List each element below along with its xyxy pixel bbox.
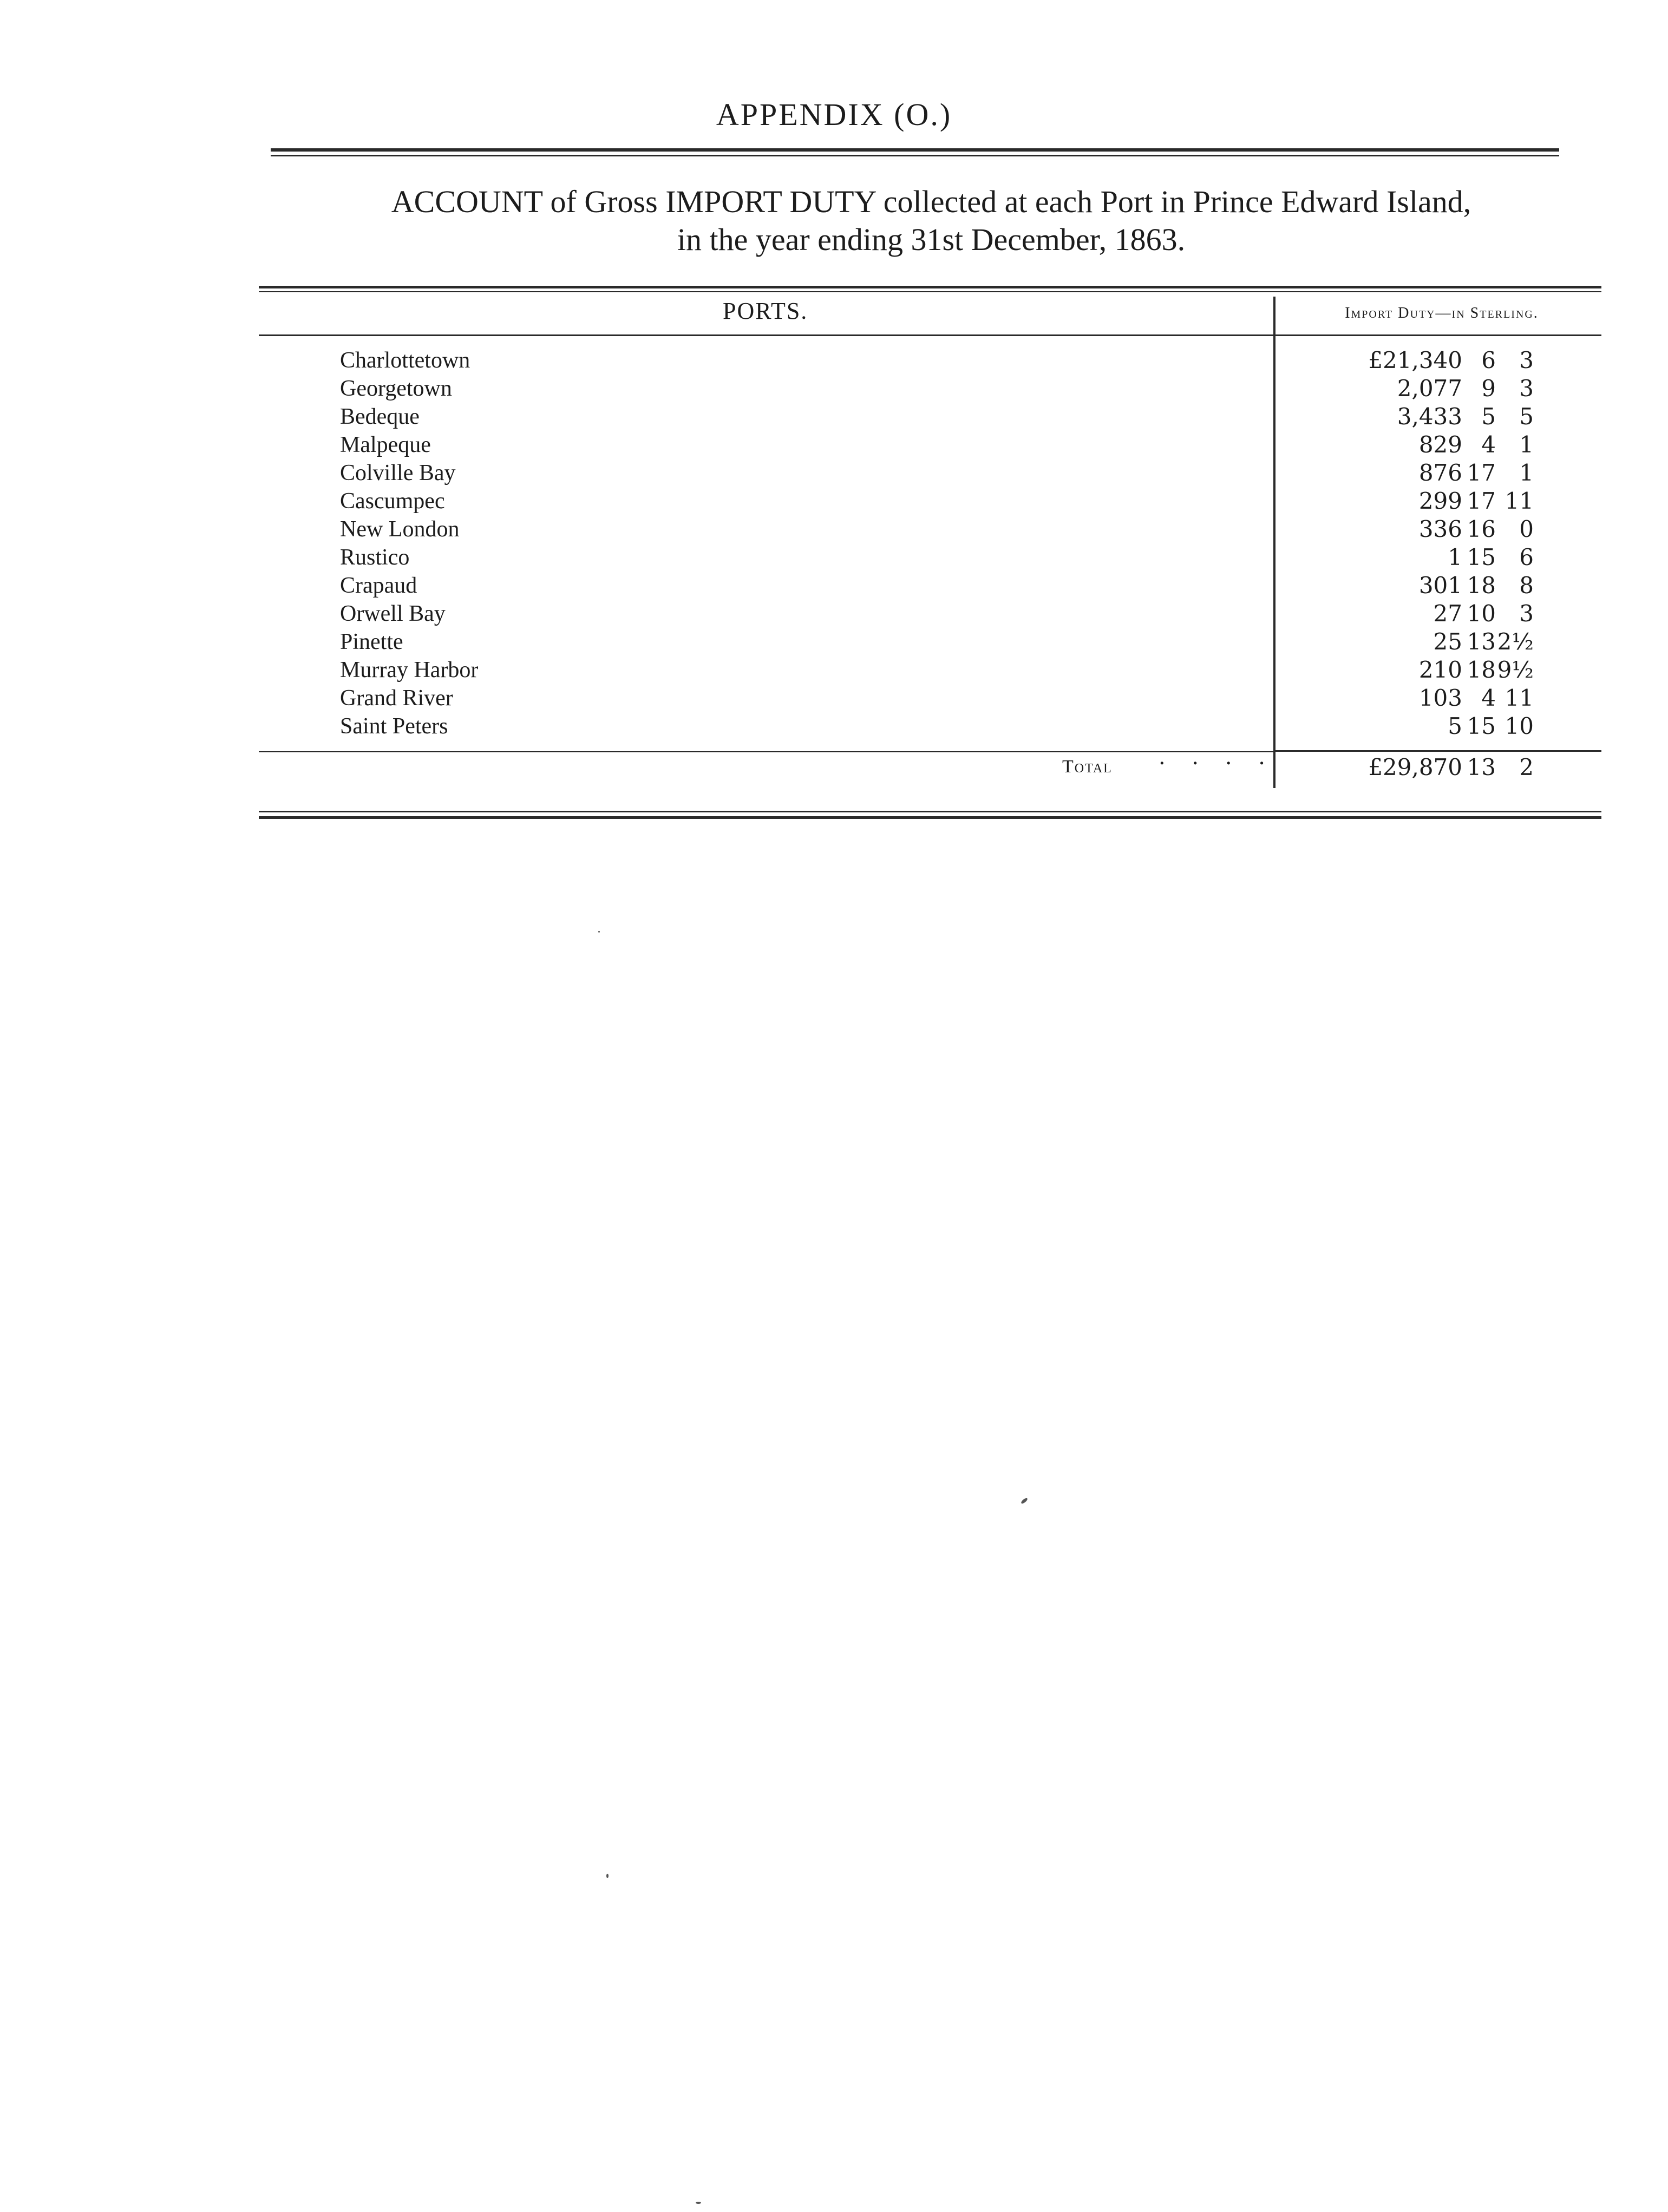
duty-pence: 9½ bbox=[1497, 657, 1534, 683]
table-row bbox=[0, 712, 1668, 740]
scan-speck bbox=[1021, 1497, 1029, 1505]
duty-pence: 3 bbox=[1519, 375, 1534, 402]
scan-speck bbox=[696, 2202, 701, 2204]
port-name: Georgetown bbox=[340, 376, 452, 401]
table-row bbox=[0, 346, 1668, 375]
table-row bbox=[0, 403, 1668, 431]
table-row bbox=[0, 572, 1668, 600]
port-name: Crapaud bbox=[340, 573, 417, 598]
document-title bbox=[260, 183, 1602, 259]
appendix-heading: APPENDIX (O.) bbox=[716, 97, 952, 132]
duty-pounds: 2,077 bbox=[1397, 375, 1462, 402]
leader-dots: · · · · bbox=[1159, 751, 1275, 776]
duty-pounds: 876 bbox=[1418, 460, 1462, 486]
duty-pounds: 27 bbox=[1433, 600, 1462, 627]
duty-pence: 11 bbox=[1505, 488, 1534, 514]
duty-shillings: 17 bbox=[1467, 488, 1496, 514]
duty-pence: 1 bbox=[1519, 460, 1534, 486]
duty-pounds: 336 bbox=[1418, 516, 1462, 542]
table-row bbox=[0, 628, 1668, 656]
table-row bbox=[0, 515, 1668, 543]
header-bottom-rule bbox=[259, 334, 1601, 336]
duty-pence: 8 bbox=[1519, 572, 1534, 599]
duty-pounds: 210 bbox=[1418, 657, 1462, 683]
duty-pence: 5 bbox=[1519, 403, 1534, 430]
duty-shillings: 4 bbox=[1481, 431, 1496, 458]
total-row bbox=[0, 753, 1668, 782]
title-line-2: in the year ending 31st December, 1863. bbox=[677, 222, 1186, 257]
total-shillings: 13 bbox=[1467, 754, 1496, 780]
duty-shillings: 9 bbox=[1481, 375, 1496, 402]
total-pounds: £29,870 bbox=[1368, 754, 1462, 780]
duty-shillings: 17 bbox=[1467, 460, 1496, 486]
port-name: Pinette bbox=[340, 629, 403, 654]
duty-pounds: £21,340 bbox=[1368, 347, 1462, 373]
table-row bbox=[0, 431, 1668, 459]
duty-shillings: 18 bbox=[1467, 572, 1496, 599]
duty-shillings: 5 bbox=[1481, 403, 1496, 430]
duty-pounds: 829 bbox=[1418, 431, 1462, 458]
duty-pounds: 25 bbox=[1433, 628, 1462, 655]
total-rule-right bbox=[1273, 750, 1601, 752]
port-name: Colville Bay bbox=[340, 461, 456, 485]
duty-pounds: 3,433 bbox=[1397, 403, 1462, 430]
table-bottom-rule-bottom bbox=[259, 816, 1601, 819]
duty-shillings: 13 bbox=[1467, 628, 1496, 655]
table-row bbox=[0, 684, 1668, 712]
duty-shillings: 18 bbox=[1467, 657, 1496, 683]
port-name: Orwell Bay bbox=[340, 601, 446, 626]
title-line-1: ACCOUNT of Gross IMPORT DUTY collected at each Port in Prince Edward Island, bbox=[391, 184, 1471, 219]
duty-pence: 6 bbox=[1519, 544, 1534, 570]
duty-pence: 3 bbox=[1519, 347, 1534, 373]
table-row bbox=[0, 375, 1668, 403]
port-name: Bedeque bbox=[340, 404, 420, 429]
table-top-rule-thin bbox=[259, 291, 1601, 292]
port-name: Murray Harbor bbox=[340, 658, 479, 682]
table-row bbox=[0, 487, 1668, 515]
table-row bbox=[0, 543, 1668, 572]
duty-pounds: 301 bbox=[1418, 572, 1462, 599]
table-top-rule bbox=[259, 286, 1601, 288]
header-double-rule-bottom bbox=[271, 155, 1559, 156]
duty-pounds: 1 bbox=[1448, 544, 1462, 570]
port-name: Rustico bbox=[340, 545, 410, 570]
table-row bbox=[0, 656, 1668, 684]
duty-shillings: 15 bbox=[1467, 544, 1496, 570]
port-name: New London bbox=[340, 517, 460, 542]
port-name: Cascumpec bbox=[340, 489, 445, 514]
column-header-ports: PORTS. bbox=[723, 298, 808, 324]
scan-speck bbox=[598, 931, 600, 933]
duty-shillings: 15 bbox=[1467, 713, 1496, 739]
total-label: Total bbox=[1062, 757, 1113, 777]
duty-pence: 0 bbox=[1519, 516, 1534, 542]
duty-shillings: 10 bbox=[1467, 600, 1496, 627]
header-double-rule-top bbox=[271, 148, 1559, 152]
table-bottom-rule-top bbox=[259, 811, 1601, 812]
total-rule bbox=[259, 751, 1274, 752]
port-name: Grand River bbox=[340, 686, 453, 711]
duty-pence: 2½ bbox=[1497, 628, 1534, 655]
duty-shillings: 4 bbox=[1481, 685, 1496, 711]
duty-pounds: 5 bbox=[1448, 713, 1462, 739]
duty-shillings: 6 bbox=[1481, 347, 1496, 373]
duty-pounds: 299 bbox=[1418, 488, 1462, 514]
port-name: Malpeque bbox=[340, 432, 431, 457]
port-name: Charlottetown bbox=[340, 348, 470, 373]
scan-speck bbox=[606, 1874, 609, 1878]
duty-pounds: 103 bbox=[1418, 685, 1462, 711]
port-name: Saint Peters bbox=[340, 714, 448, 739]
total-pence: 2 bbox=[1519, 754, 1534, 780]
duty-shillings: 16 bbox=[1467, 516, 1496, 542]
column-header-import-duty: Import Duty—in Sterling. bbox=[1345, 305, 1539, 321]
duty-pence: 1 bbox=[1519, 431, 1534, 458]
table-row bbox=[0, 600, 1668, 628]
duty-pence: 3 bbox=[1519, 600, 1534, 627]
duty-pence: 11 bbox=[1505, 685, 1534, 711]
table-row bbox=[0, 459, 1668, 487]
duty-pence: 10 bbox=[1505, 713, 1534, 739]
